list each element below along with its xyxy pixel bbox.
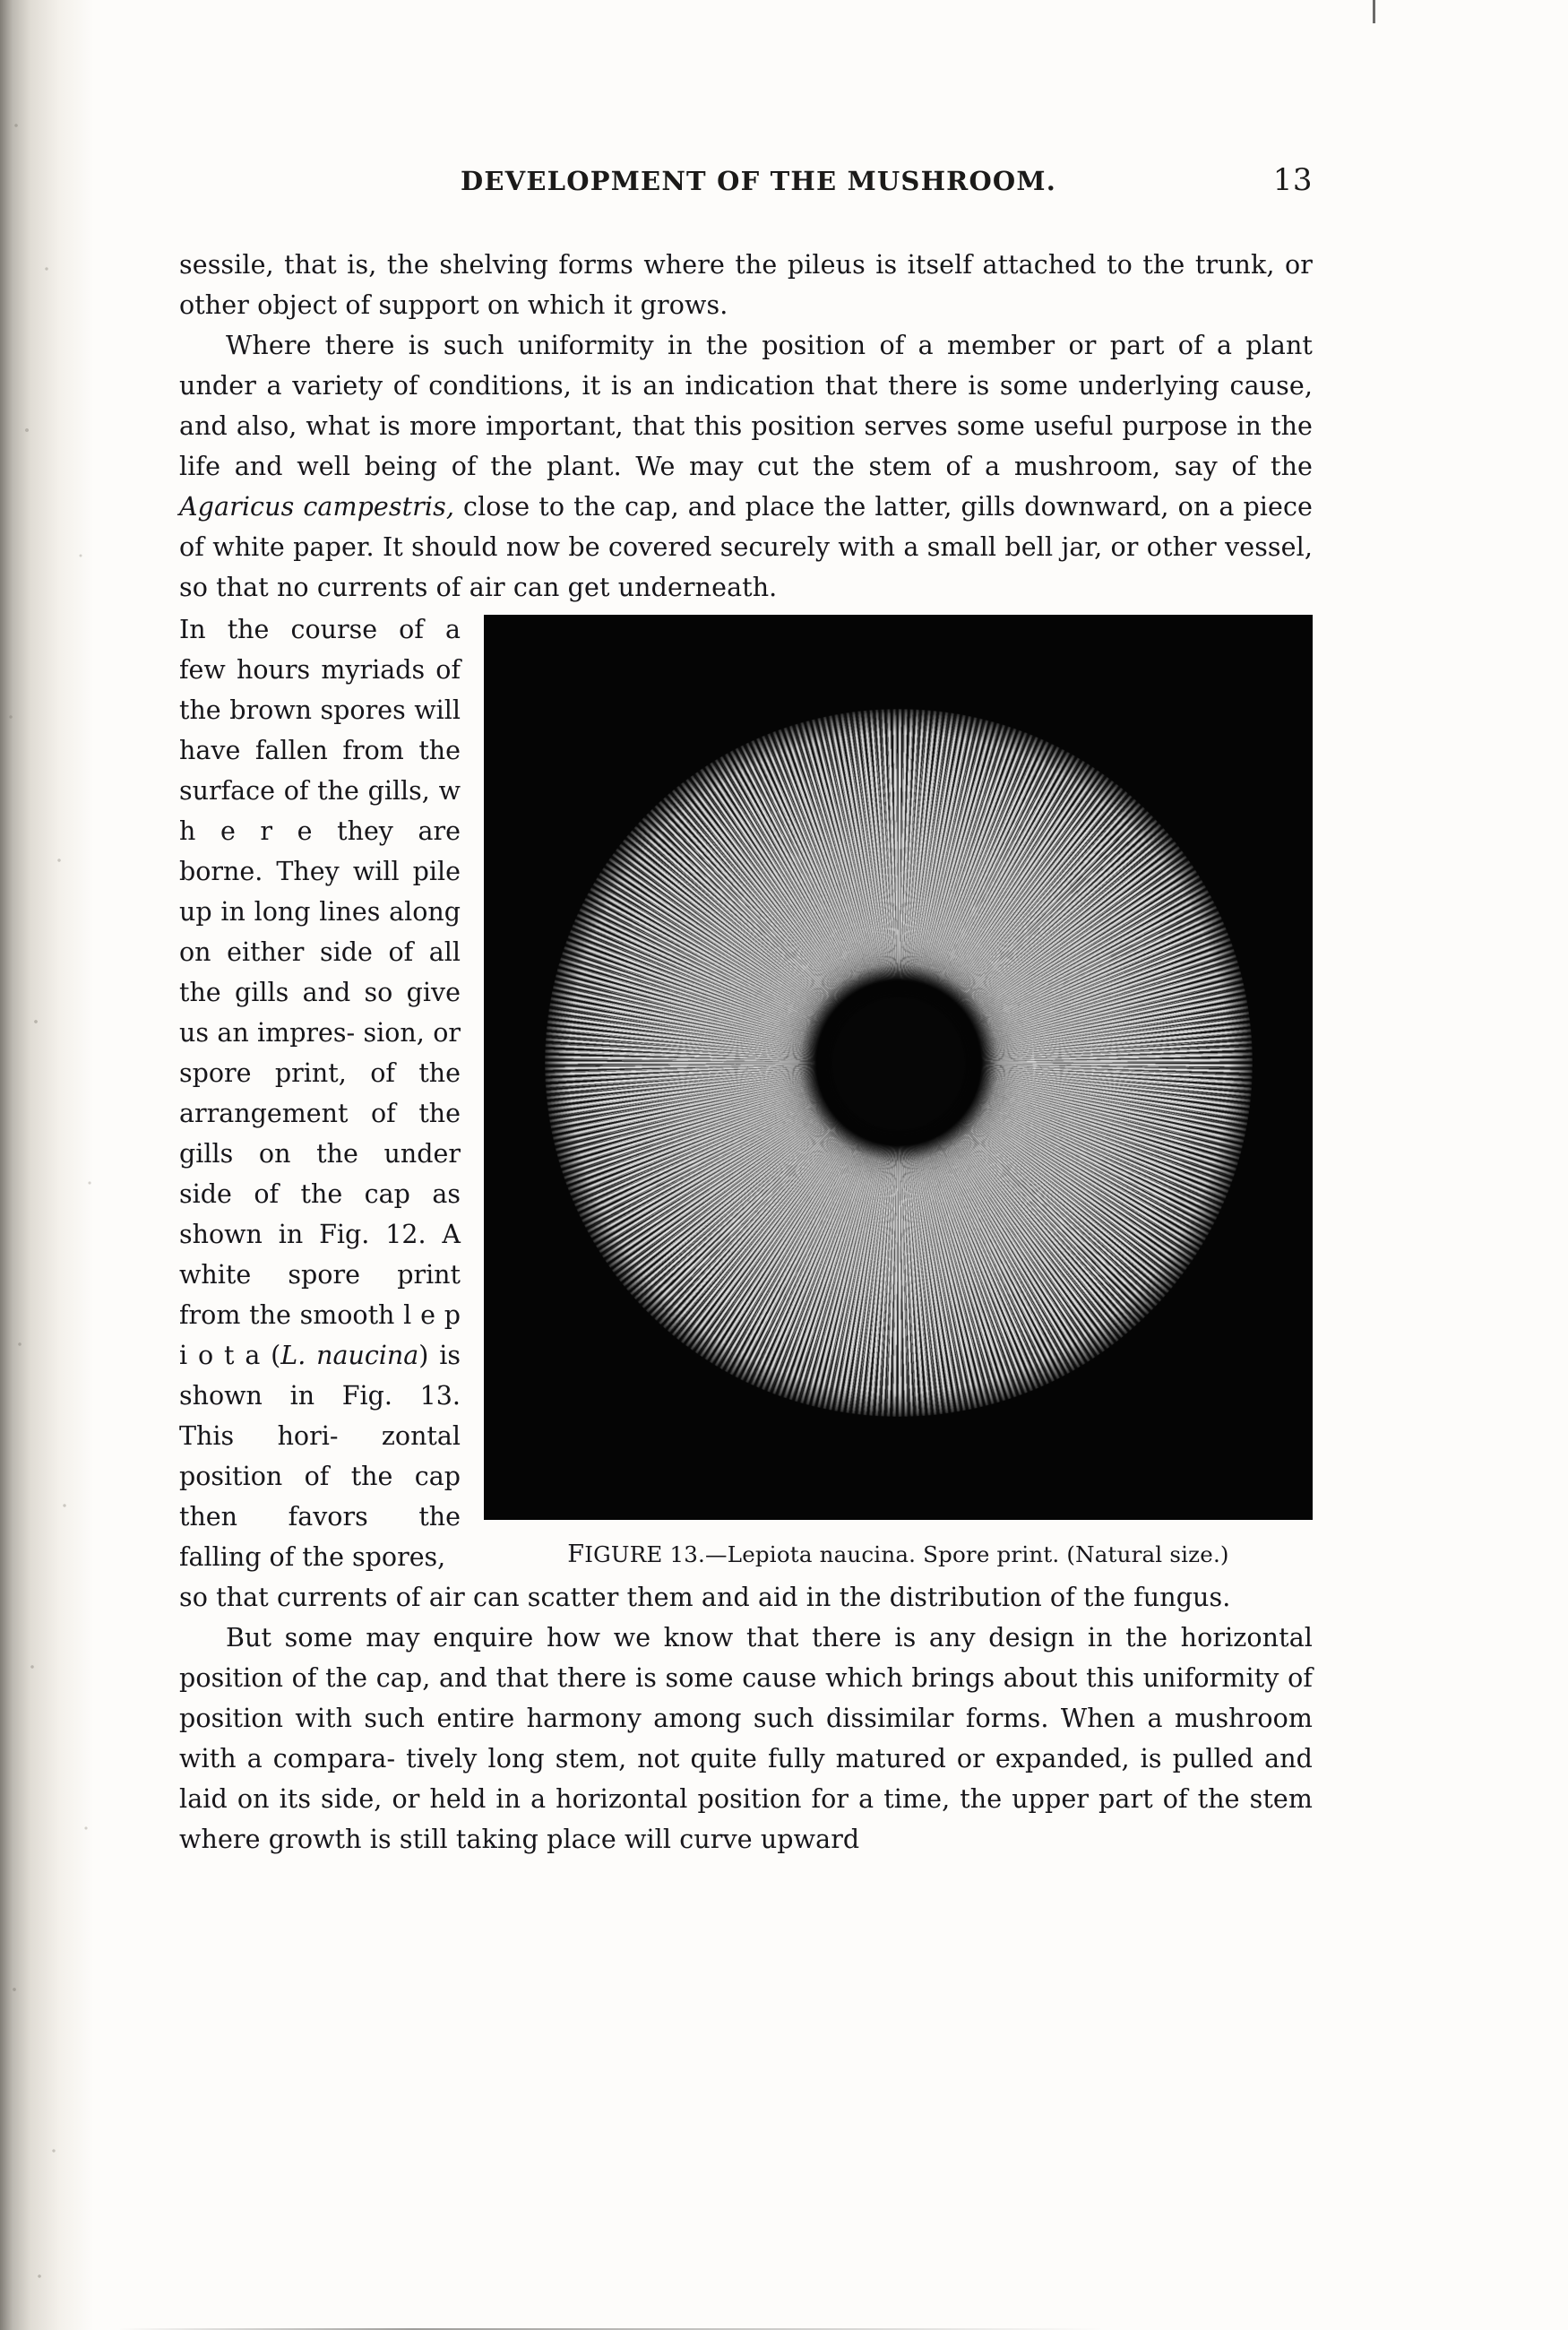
paragraph-1-text: sessile, that is, the shelving forms where the pileus is itself attached to the trunk, or other object of support on which it grows. [179,250,1313,320]
figure-caption-label [567,1541,662,1567]
scan-speckle-texture [0,0,152,2330]
figure-13 [484,615,1313,1570]
species-name-agaricus-campestris: Agaricus campestris, [179,492,455,522]
figure-caption [484,1540,1313,1570]
post-figure-text [179,1577,1313,1860]
paragraph-2 [179,325,1313,608]
page-number: 13 [1272,162,1313,198]
figure-wrap-block [179,609,1313,1577]
scan-mark-top [1373,0,1375,23]
paragraph-4: But some may enquire how we know that there is any design in the horizontal position of the cap, and that there is some cause which brings about this uniformity of position with such entire harmony among such dissimilar forms. When a mushroom with a compara- tively long stem, not quite fully matured or expanded, is pulled and laid on its side, or held in a horizontal position for a time, the upper part of the stem where growth is still taking place will curve upward [179,1623,1313,1854]
running-head [179,162,1313,212]
paragraph-2-text-b: close to the cap, and place the latter, gills downward, on a piece of white paper. It should now be covered securely with a small bell jar, or other vessel, so that no currents of air can get underneath. [179,492,1313,602]
page-title: DEVELOPMENT OF THE MUSHROOM. [461,166,1056,196]
figure-caption-text: —Lepiota naucina. Spore print. (Natural size.) [705,1541,1229,1567]
narrow-text-column [179,609,461,1577]
species-name-l-naucina: L. naucina [280,1341,419,1370]
figure-caption-label-first: F [567,1540,585,1568]
figure-caption-number: 13. [669,1541,706,1567]
paragraph-3-tail: so that currents of air can scatter them and aid in the distribution of the fungus. [179,1583,1231,1612]
paragraph-2-text-a: Where there is such uniformity in the position of a member or part of a plant under a variety of conditions, it is an indication that there is some underlying cause, and also, what is more important, that this position serves some useful purpose in the life and well being of the plant. We may cut the stem of a mushroom, say of the [179,331,1313,481]
narrow-column-paragraph [179,609,461,1577]
figure-caption-label-rest: IGURE [584,1541,663,1567]
narrow-column-text-b: ) is shown in Fig. 13. This hori- zontal position of the cap then favors the falling of the spores, [179,1341,461,1572]
narrow-column-text-a: In the course of a few hours myriads of the brown spores will have fallen from the surface of the gills, w h e r e they are borne. They will pile up in long lines along on either side of all the gills and so give us an impres- sion, or spore print, of the arrangement of the gills on the under side of the cap as shown in Fig. 12. A white spore print from the smooth l e p i o t a ( [179,615,461,1370]
page-content [179,162,1313,1860]
spore-print-photograph [484,615,1313,1520]
spore-print-center-hub [832,997,965,1130]
paragraph-1 [179,245,1313,325]
